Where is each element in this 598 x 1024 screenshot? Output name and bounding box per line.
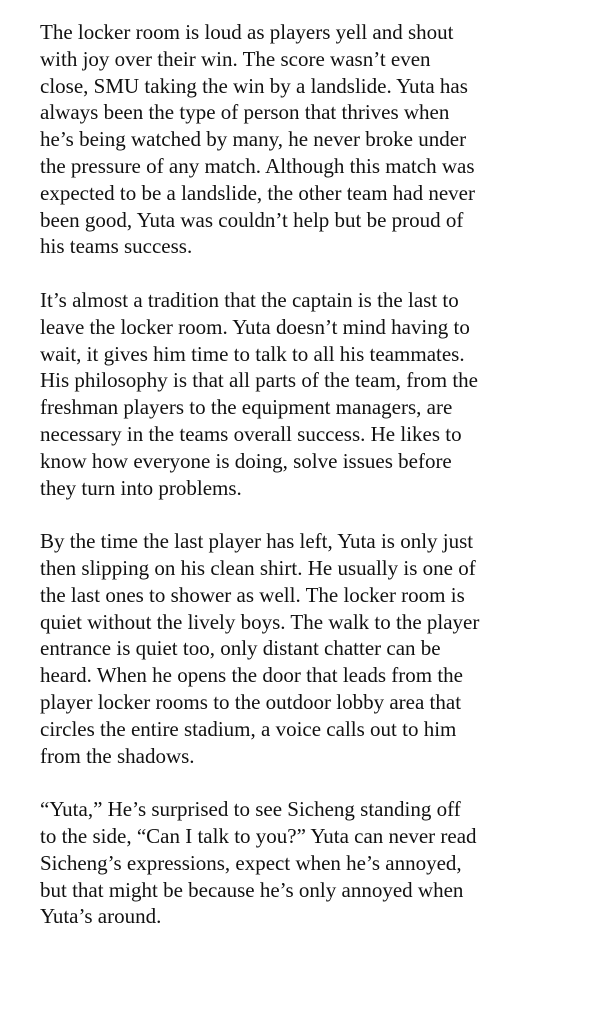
paragraph-4 [40,796,574,930]
text-line: with joy over their win. The score wasn’t even [40,46,431,71]
text-line: they turn into problems. [40,475,242,500]
text-line: heard. When he opens the door that leads from the [40,663,463,688]
text-line: his teams success. [40,234,193,259]
text-line: always been the type of person that thrives when [40,100,450,125]
text-line: from the shadows. [40,743,195,768]
text-line: wait, it gives him time to talk to all his teammates. [40,341,465,366]
text-line: The locker room is loud as players yell and shout [40,20,454,44]
text-line: It’s almost a tradition that the captain is the last to [40,287,459,312]
text-line: but that might be because he’s only annoyed when [40,877,464,902]
text-line: been good, Yuta was couldn’t help but be proud of [40,207,464,232]
text-line: freshman players to the equipment managers, are [40,395,453,420]
paragraph-3 [40,528,574,769]
text-line: expected to be a landslide, the other team had never [40,180,475,205]
paragraph-2 [40,287,574,501]
text-line: player locker rooms to the outdoor lobby area that [40,689,462,714]
text-line: know how everyone is doing, solve issues before [40,448,452,473]
text-line: to the side, “Can I talk to you?” Yuta can never read [40,823,477,848]
text-line: entrance is quiet too, only distant chatter can be [40,636,441,661]
text-line: leave the locker room. Yuta doesn’t mind having to [40,314,470,339]
text-line: close, SMU taking the win by a landslide. Yuta has [40,73,468,98]
text-line: he’s being watched by many, he never broke under [40,127,467,152]
text-line: circles the entire stadium, a voice calls out to him [40,716,457,741]
text-line: the last ones to shower as well. The locker room is [40,582,465,607]
text-line: then slipping on his clean shirt. He usually is one of [40,555,476,580]
text-line: quiet without the lively boys. The walk to the player [40,609,480,634]
text-line: the pressure of any match. Although this match was [40,153,475,178]
text-line: Sicheng’s expressions, expect when he’s annoyed, [40,850,462,875]
text-line: “Yuta,” He’s surprised to see Sicheng standing off [40,797,461,822]
text-line: Yuta’s around. [40,904,162,929]
paragraph-1 [40,19,574,260]
text-line: necessary in the teams overall success. He likes to [40,421,462,446]
text-line: His philosophy is that all parts of the team, from the [40,368,479,393]
text-line: By the time the last player has left, Yuta is only just [40,529,474,554]
